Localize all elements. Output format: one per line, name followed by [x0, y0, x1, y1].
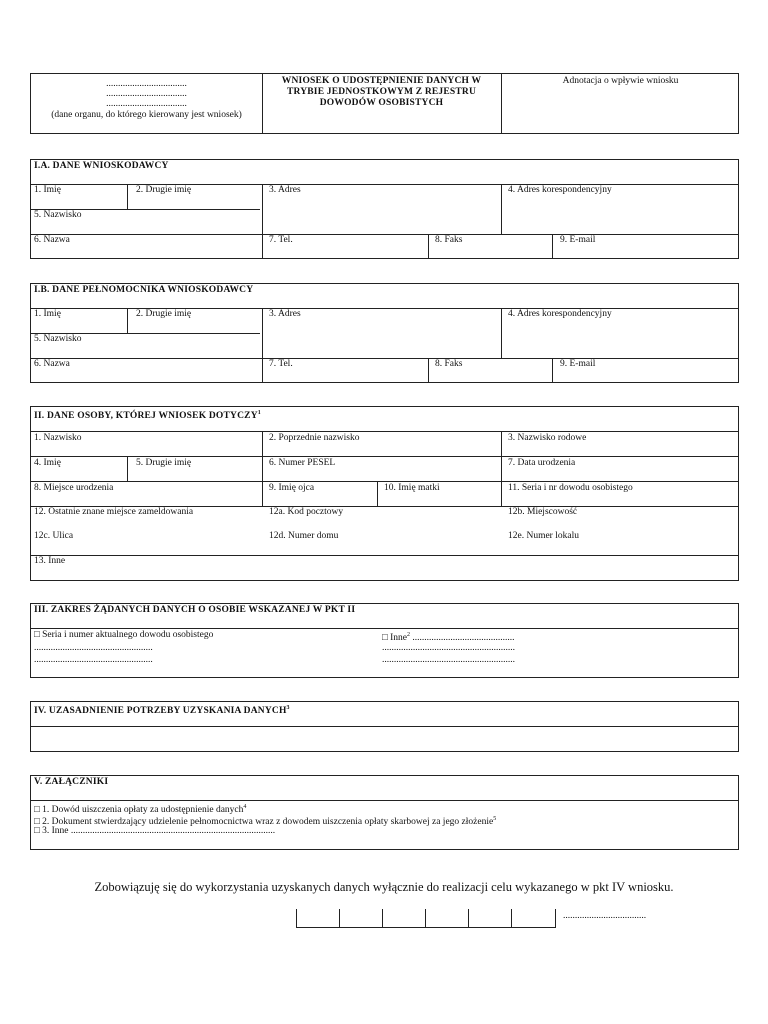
organ-dots-1: ..................................: [106, 79, 187, 89]
ii-apartment-number-field[interactable]: 12e. Numer lokalu: [508, 531, 579, 541]
ii-pesel-field[interactable]: 6. Numer PESEL: [269, 458, 336, 468]
v-attachment-3-checkbox[interactable]: □ 3. Inne ......................................................................................: [34, 826, 276, 836]
ii-previous-surname-field[interactable]: 2. Poprzednie nazwisko: [269, 433, 360, 443]
ia-address-field[interactable]: 3. Adres: [269, 185, 301, 195]
date-boxes[interactable]: [296, 909, 556, 928]
section-ia: [30, 159, 739, 259]
section-iv: [30, 701, 739, 752]
section-ib-title: I.B. DANE PEŁNOMOCNIKA WNIOSKODAWCY: [34, 285, 254, 295]
section-ib: [30, 283, 739, 383]
section-v: [30, 775, 739, 850]
ib-fax-field[interactable]: 8. Faks: [435, 359, 463, 369]
ii-birth-date-field[interactable]: 7. Data urodzenia: [508, 458, 576, 468]
ia-phone-field[interactable]: 7. Tel.: [269, 235, 293, 245]
ia-surname-field[interactable]: 5. Nazwisko: [34, 210, 82, 220]
ia-first-name-field[interactable]: 1. Imię: [34, 185, 61, 195]
ib-correspondence-address-field[interactable]: 4. Adres korespondencyjny: [508, 309, 612, 319]
ii-house-number-field[interactable]: 12d. Numer domu: [269, 531, 339, 541]
ia-second-name-field[interactable]: 2. Drugie imię: [136, 185, 192, 195]
section-iii: [30, 603, 739, 678]
organ-dots-2: ..................................: [106, 89, 187, 99]
ii-surname-field[interactable]: 1. Nazwisko: [34, 433, 82, 443]
ib-address-field[interactable]: 3. Adres: [269, 309, 301, 319]
section-ii-title: II. DANE OSOBY, KTÓREJ WNIOSEK DOTYCZY$^1$: [34, 410, 261, 422]
v-attachment-2-checkbox[interactable]: □ 2. Dokument stwierdzający udzielenie pełnomocnictwa wraz z dowodem uiszczenia opłaty skarbowej za jego złożenie$^5$: [34, 816, 497, 828]
ib-first-name-field[interactable]: 1. Imię: [34, 309, 61, 319]
section-iii-title: III. ZAKRES ŻĄDANYCH DANYCH O OSOBIE WSKAZANEJ W PKT II: [34, 605, 356, 615]
ib-surname-field[interactable]: 5. Nazwisko: [34, 334, 82, 344]
signature-line[interactable]: ...................................: [563, 911, 647, 921]
commitment-statement: Zobowiązuję się do wykorzystania uzyskanych danych wyłącznie do realizacji celu wykazanego w pkt IV wniosku.: [94, 880, 674, 894]
iii-id-series-checkbox[interactable]: □ Seria i numer aktualnego dowodu osobistego: [34, 630, 214, 640]
iii-dots-right-1: ........................................................: [382, 643, 515, 653]
section-v-title: V. ZAŁĄCZNIKI: [34, 777, 109, 787]
iii-dots-left-1: ..................................................: [34, 643, 153, 653]
ii-postal-code-field[interactable]: 12a. Kod pocztowy: [269, 507, 344, 517]
ib-second-name-field[interactable]: 2. Drugie imię: [136, 309, 192, 319]
ib-email-field[interactable]: 9. E-mail: [560, 359, 596, 369]
form-title-line-3: DOWODÓW OSOBISTYCH: [319, 98, 444, 108]
ia-correspondence-address-field[interactable]: 4. Adres korespondencyjny: [508, 185, 612, 195]
form-title-line-2: TRYBIE JEDNOSTKOWYM Z REJESTRU: [286, 87, 477, 97]
ii-city-field[interactable]: 12b. Miejscowość: [508, 507, 578, 517]
ii-father-name-field[interactable]: 9. Imię ojca: [269, 483, 315, 493]
section-ii: [30, 406, 739, 581]
ib-name-field[interactable]: 6. Nazwa: [34, 359, 70, 369]
ii-last-registration-field[interactable]: 12. Ostatnie znane miejsce zameldowania: [34, 507, 194, 517]
ii-other-field[interactable]: 13. Inne: [34, 556, 66, 566]
ia-fax-field[interactable]: 8. Faks: [435, 235, 463, 245]
ii-first-name-field[interactable]: 4. Imię: [34, 458, 61, 468]
iii-dots-left-2: ..................................................: [34, 655, 153, 665]
organ-dots-3: ..................................: [106, 99, 187, 109]
iii-dots-right-2: ........................................................: [382, 655, 515, 665]
annotation-label: Adnotacja o wpływie wniosku: [562, 76, 679, 86]
ia-email-field[interactable]: 9. E-mail: [560, 235, 596, 245]
v-attachment-1-checkbox[interactable]: □ 1. Dowód uiszczenia opłaty za udostępnienie danych$^4$: [34, 804, 247, 816]
ii-mother-name-field[interactable]: 10. Imię matki: [384, 483, 440, 493]
ii-family-name-field[interactable]: 3. Nazwisko rodowe: [508, 433, 587, 443]
form-title-line-1: WNIOSEK O UDOSTĘPNIENIE DANYCH W: [281, 76, 482, 86]
ib-phone-field[interactable]: 7. Tel.: [269, 359, 293, 369]
iv-justification-field[interactable]: [31, 727, 738, 751]
section-iv-title: IV. UZASADNIENIE POTRZEBY UZYSKANIA DANYCH$^3$: [34, 705, 290, 717]
ia-name-field[interactable]: 6. Nazwa: [34, 235, 70, 245]
ii-id-series-field[interactable]: 11. Seria i nr dowodu osobistego: [508, 483, 633, 493]
ii-second-name-field[interactable]: 5. Drugie imię: [136, 458, 192, 468]
iii-other-checkbox[interactable]: □ Inne$^2$ ...........................................: [382, 632, 515, 644]
organ-note: (dane organu, do którego kierowany jest wniosek): [51, 110, 242, 120]
ii-birth-place-field[interactable]: 8. Miejsce urodzenia: [34, 483, 114, 493]
section-ia-title: I.A. DANE WNIOSKODAWCY: [34, 161, 169, 171]
ii-street-field[interactable]: 12c. Ulica: [34, 531, 74, 541]
header-table: [30, 73, 739, 134]
